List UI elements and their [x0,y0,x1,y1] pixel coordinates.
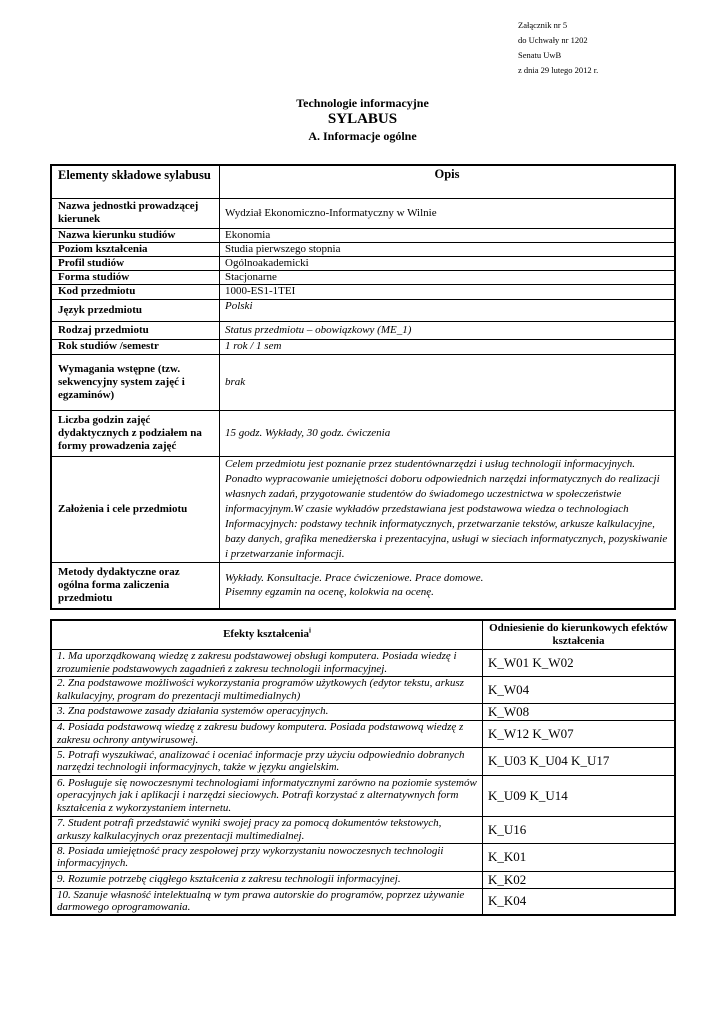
table-row [51,816,675,843]
row-value: Status przedmiotu – obowiązkowy (ME_1) [220,321,676,339]
general-info-table [50,164,676,610]
syllabus-heading: SYLABUS [327,111,398,127]
row-value-line: Wykłady. Konsultacje. Prace ćwiczeniowe. Prace domowe. [225,572,484,585]
row-label: Profil studiów [51,256,220,270]
effect-reference: K_W12 K_W07 [483,720,676,747]
row-value: Polski [220,299,676,321]
table-row [51,198,675,228]
row-value [220,562,676,609]
table-row [51,284,675,299]
effect-text: 1. Ma uporządkowaną wiedzę z zakresu podstawowej obsługi komputera. Posiada wiedzę i zrozumienie podstawowych zagadnień z zakresu technologii informacyjnej. [51,649,483,676]
table-row [51,270,675,284]
table-row [51,775,675,816]
row-value: Ekonomia [220,228,676,242]
row-value: Studia pierwszego stopnia [220,242,676,256]
table-row [51,871,675,888]
table-row [51,649,675,676]
learning-outcomes-table [50,619,676,916]
table-row [51,843,675,871]
effect-text: 2. Zna podstawowe możliwości wykorzystania programów użytkowych (edytor tekstu, arkusz kalkulacyjny, program do prezentacji multimedialnych) [51,676,483,703]
effect-reference: K_K04 [483,888,676,915]
course-title: Technologie informacyjne [296,96,429,110]
row-value: Celem przedmiotu jest poznanie przez studentównarzędzi i usług technologii informacyjnych. Ponadto wypracowanie umiejętności doboru odpowiednich narzędzi informatycznych do realizacji własnych zadań, przygotowanie studentów do świadomego uczestnictwa w społeczeństwie informacyjnym.W czasie wykładów przedstawiana jest podstawowa wiedza o technologiach Informacyjnych: podstawy technik informatycznych, przetwarzanie tekstów, arkusze kalkulacyjne, bazy danych, grafika menedżerska i prezentacyjna, usługi w sieciach informatycznych, pozyskiwanie i przetwarzanie informacji. [220,456,676,562]
row-label: Poziom kształcenia [51,242,220,256]
table-row [51,410,675,456]
header-cell [51,620,483,649]
row-label: Kod przedmiotu [51,284,220,299]
effect-text: 5. Potrafi wyszukiwać, analizować i oceniać informacje przy użyciu odpowiednio dobranych narzędzi technologii informacyjnych, także w języku angielskim. [51,747,483,775]
table-row [51,703,675,720]
effect-text: 3. Zna podstawowe zasady działania systemów operacyjnych. [51,703,483,720]
table-row [51,299,675,321]
row-label: Nazwa jednostki prowadzącej kierunek [51,198,220,228]
effect-text: 6. Posługuje się nowoczesnymi technologiami informatycznymi zarówno na poziomie systemów operacyjnych jak i aplikacji i narzędzi sieciowych. Potrafi korzystać z alternatywnych form kształcenia z wykorzystaniem internetu. [51,775,483,816]
row-label: Wymagania wstępne (tzw. sekwencyjny system zajęć i egzaminów) [51,354,220,410]
effect-text: 7. Student potrafi przedstawić wyniki swojej pracy za pomocą dokumentów tekstowych, arkuszy kalkulacyjnych oraz prezentacji multimedialnej. [51,816,483,843]
effect-text: 10. Szanuje własność intelektualną w tym prawa autorskie do programów, poprzez używanie darmowego oprogramowania. [51,888,483,915]
row-value: 1000-ES1-1TEI [220,284,676,299]
table-row [51,562,675,609]
effect-reference: K_U09 K_U14 [483,775,676,816]
section-heading: A. Informacje ogólne [308,129,417,143]
row-value: Ogólnoakademicki [220,256,676,270]
row-label: Liczba godzin zajęć dydaktycznych z podziałem na formy prowadzenia zajęć [51,410,220,456]
footnote-marker: i [308,626,311,635]
effect-reference: K_K02 [483,871,676,888]
table-row [51,256,675,270]
row-label: Rodzaj przedmiotu [51,321,220,339]
effect-reference: K_W04 [483,676,676,703]
row-value: 15 godz. Wykłady, 30 godz. ćwiczenia [220,410,676,456]
effect-reference: K_U16 [483,816,676,843]
effect-reference: K_K01 [483,843,676,871]
table-row [51,676,675,703]
row-label: Forma studiów [51,270,220,284]
effect-reference: K_U03 K_U04 K_U17 [483,747,676,775]
row-value: 1 rok / 1 sem [220,339,676,354]
table-row [51,339,675,354]
row-label: Metody dydaktyczne oraz ogólna forma zaliczenia przedmiotu [51,562,220,609]
row-label: Założenia i cele przedmiotu [51,456,220,562]
row-value-line: Pisemny egzamin na ocenę, kolokwia na ocenę. [225,586,434,599]
row-value: brak [220,354,676,410]
effect-reference: K_W01 K_W02 [483,649,676,676]
attachment-note-line: do Uchwały nr 1202 [518,35,588,45]
effect-text: 8. Posiada umiejętność pracy zespołowej przy wykorzystaniu nowoczesnych technologii informacyjnych. [51,843,483,871]
header-label: Efekty kształcenia [223,628,309,641]
header-cell: Odniesienie do kierunkowych efektów kształcenia [483,620,676,649]
header-cell: Elementy składowe sylabusu [51,165,220,198]
table-header-row [51,620,675,649]
attachment-note-line: z dnia 29 lutego 2012 r. [518,65,599,75]
document-title-block [0,96,725,145]
row-label: Rok studiów /semestr [51,339,220,354]
effect-reference: K_W08 [483,703,676,720]
attachment-note-line: Załącznik nr 5 [518,20,568,30]
table-row [51,888,675,915]
effect-text: 4. Posiada podstawową wiedzę z zakresu budowy komputera. Posiada podstawową wiedzę z zakresu ochrony antywirusowej. [51,720,483,747]
row-label: Nazwa kierunku studiów [51,228,220,242]
attachment-note [518,18,598,78]
table-row [51,456,675,562]
attachment-note-line: Senatu UwB [518,50,562,60]
row-label: Język przedmiotu [51,299,220,321]
table-row [51,354,675,410]
effect-text: 9. Rozumie potrzebę ciągłego kształcenia z zakresu technologii informacyjnej. [51,871,483,888]
table-row [51,228,675,242]
table-row [51,720,675,747]
row-value: Wydział Ekonomiczno-Informatyczny w Wilnie [220,198,676,228]
table-header-row [51,165,675,198]
header-cell: Opis [220,165,676,198]
table-row [51,747,675,775]
table-row [51,242,675,256]
table-row [51,321,675,339]
row-value: Stacjonarne [220,270,676,284]
